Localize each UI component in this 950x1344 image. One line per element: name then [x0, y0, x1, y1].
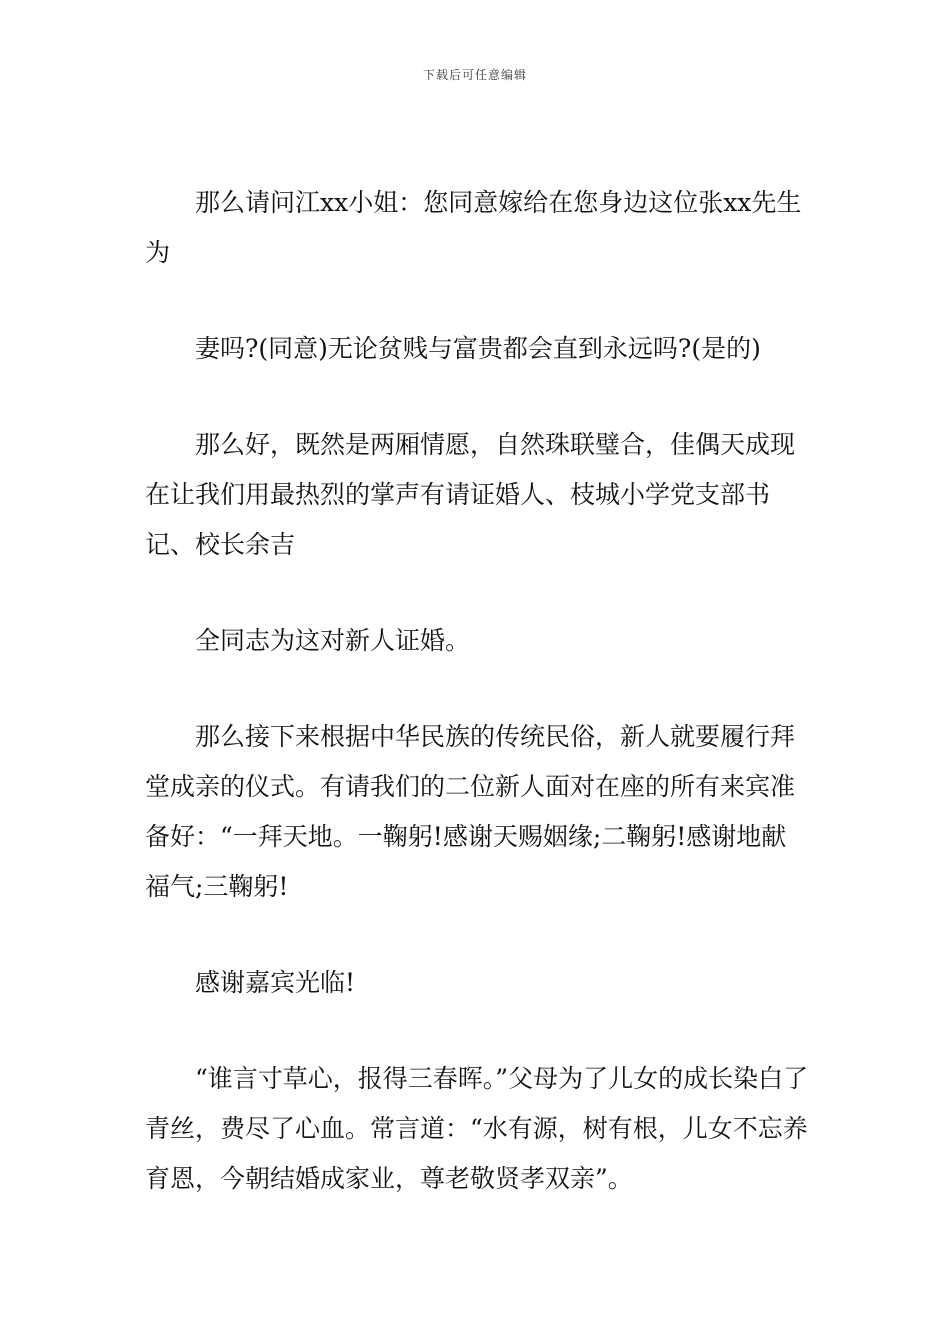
- paragraph-6: 感谢嘉宾光临!: [195, 968, 356, 997]
- header-note: 下载后可任意编辑: [422, 68, 527, 82]
- paragraph-5: 那么接下来根据中华民族的传统民俗，新人就要履行拜堂成亲的仪式。有请我们的二位新人面对在座的所有来宾准备好：“一拜天地。一鞠躬!感谢天赐姻缘;二鞠躬!感谢地献福气;三鞠躬!: [145, 722, 796, 901]
- paragraph-7: “谁言寸草心，报得三春晖。”父母为了儿女的成长染白了青丝，费尽了心血。常言道：“水有源，树有根，儿女不忘养育恩，今朝结婚成家业，尊老敬贤孝双亲”。: [145, 1064, 809, 1193]
- paragraph-2: 妻吗?(同意)无论贫贱与富贵都会直到永远吗?(是的): [195, 334, 761, 363]
- document-body: [145, 178, 810, 1204]
- paragraph-4: 全同志为这对新人证婚。: [195, 626, 471, 655]
- paragraph-3: 那么好，既然是两厢情愿，自然珠联璧合，佳偶天成现在让我们用最热烈的掌声有请证婚人、枝城小学党支部书记、校长余吉: [145, 430, 796, 559]
- paragraph-1: 那么请问江xx小姐：您同意嫁给在您身边这位张xx先生为: [145, 188, 802, 267]
